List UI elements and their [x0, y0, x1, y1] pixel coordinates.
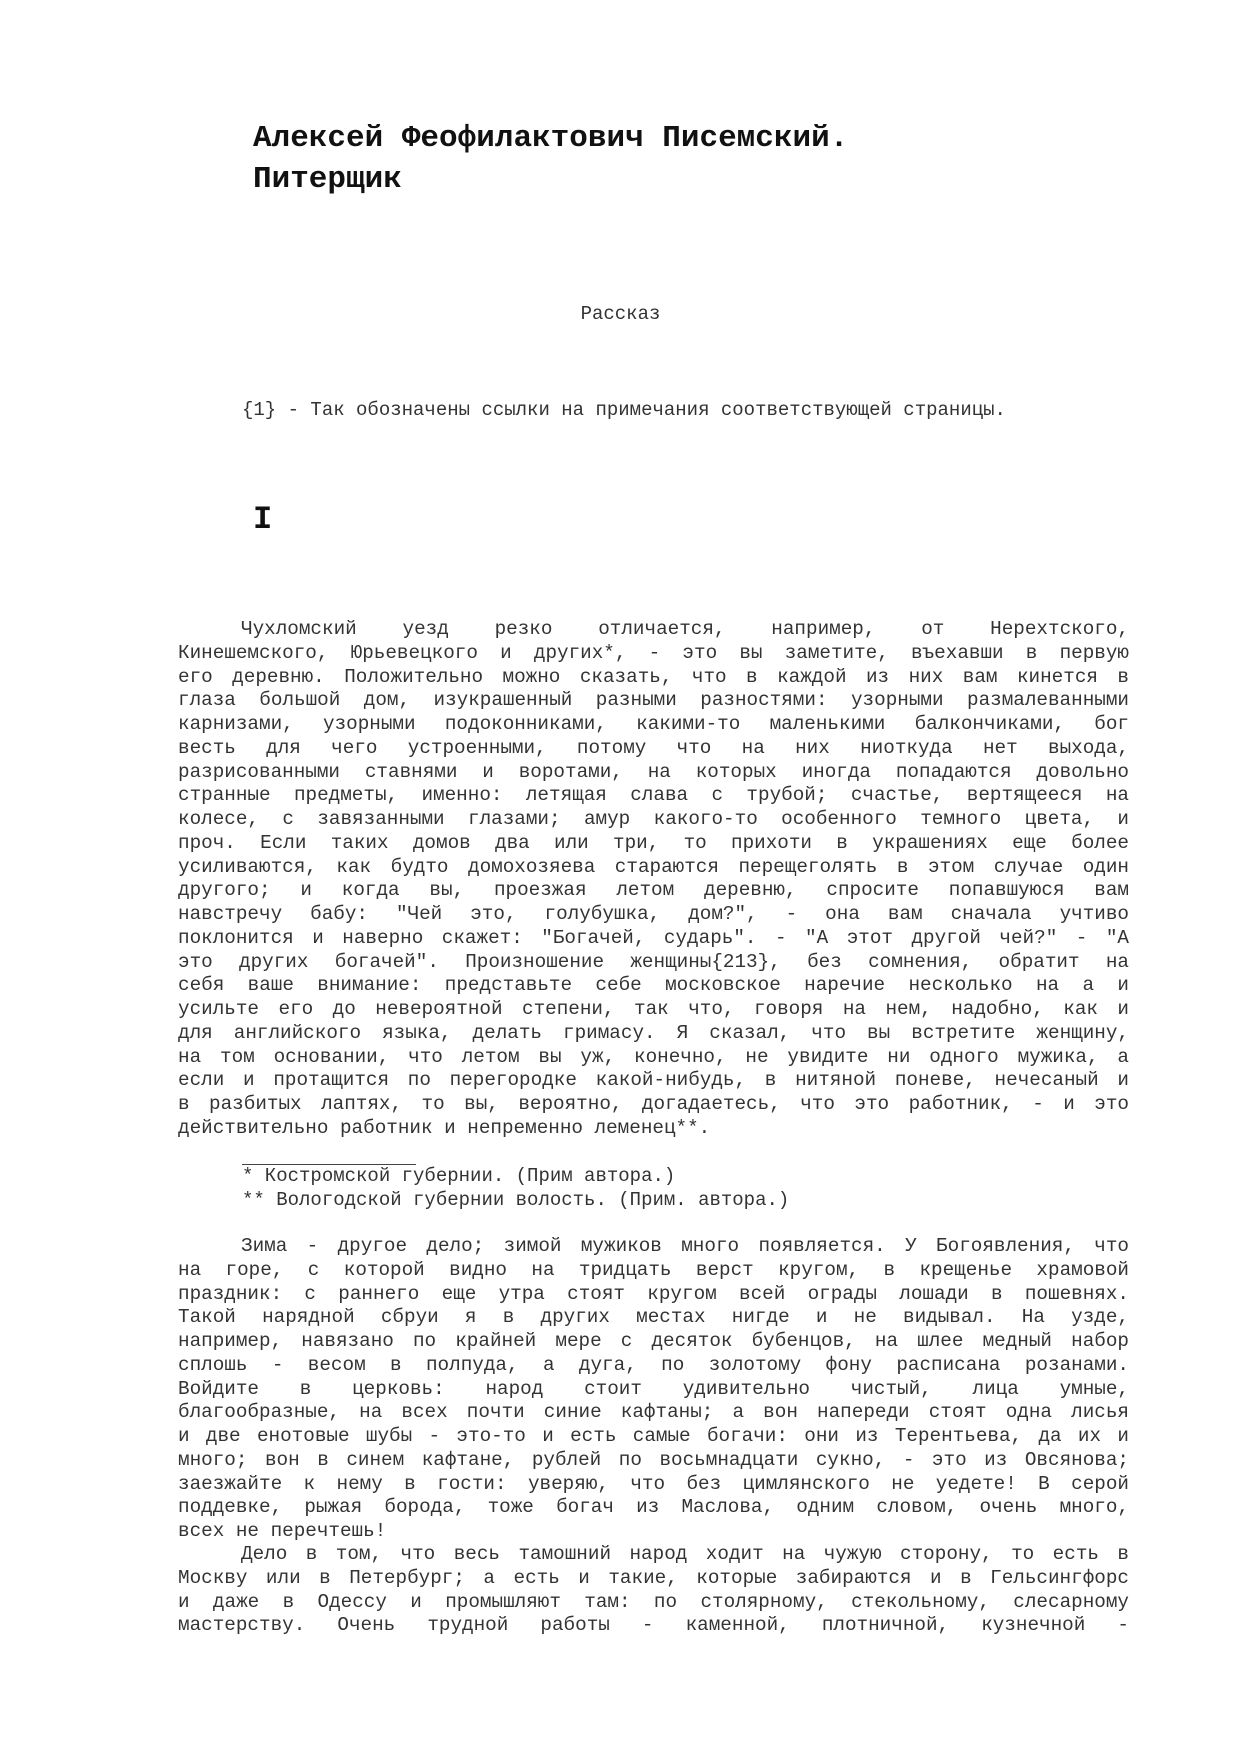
text-line: и даже в Одессу и промышляют там: по столярному, стекольному, слесарному [178, 1590, 1129, 1613]
text-line: праздник: с раннего еще утра стоят кругом всей ограды лошади в пошевнях. [178, 1282, 1129, 1305]
text-line: себя ваше внимание: представьте себе московское наречие несколько на а и [178, 974, 1129, 997]
text-line: благообразные, на всех почти синие кафтаны; а вон напереди стоят одна лисья [178, 1401, 1129, 1424]
text-line: другого; и когда вы, проезжая летом деревню, спросите попавшуюся вам [178, 879, 1129, 902]
text-line: много; вон в синем кафтане, рублей по восьмнадцати сукно, - это из Овсянова; [178, 1448, 1129, 1471]
text-line: Кинешемского, Юрьевецкого и других*, - это вы заметите, въехавши в первую [178, 641, 1129, 664]
text-line: карнизами, узорными подоконниками, какими-то маленькими балкончиками, бог [178, 713, 1129, 735]
title-work: Питерщик [253, 162, 402, 197]
text-line: на том основании, что летом вы уж, конечно, не увидите ни одного мужика, а [178, 1045, 1129, 1068]
text-line: сплошь - весом в полпуда, а дуга, по золотому фону расписана розанами. [178, 1353, 1129, 1376]
text-line: Войдите в церковь: народ стоит удивительно чистый, лица умные, [178, 1377, 1129, 1400]
footnote-2: ** Вологодской губернии волость. (Прим. автора.) [242, 1189, 790, 1211]
chapter-heading: I [253, 501, 273, 538]
text-line: усиливаются, как будто домохозяева стараются перещеголять в этом случае один [178, 855, 1129, 878]
text-line: Дело в том, что весь тамошний народ ходит на чужую сторону, то есть в [241, 1543, 1129, 1565]
footnotes [242, 1164, 789, 1212]
text-line: поклонится и наверно скажет: "Богачей, сударь". - "А этот другой чей?" - "А [178, 926, 1129, 949]
text-line: например, навязано по крайней мере с десяток бубенцов, на шлее медный набор [178, 1330, 1129, 1352]
text-line: если и протащится по перегородке какой-нибудь, в нитяной поневе, нечесаный и [178, 1069, 1129, 1092]
text-line: колесе, с завязанными глазами; амур какого-то особенного темного цвета, и [178, 808, 1129, 830]
text-line: на горе, с которой видно на тридцать верст кругом, в крещенье храмовой [178, 1258, 1129, 1281]
text-line: навстречу бабу: "Чей это, голубушка, дом?", - она вам сначала учтиво [178, 903, 1129, 925]
text-line: разрисованными ставнями и воротами, на которых иногда попадаются довольно [178, 760, 1129, 783]
text-line: Такой нарядной сбруи я в других местах нигде и не видывал. На узде, [178, 1306, 1129, 1329]
document-title [253, 118, 1153, 200]
title-author: Алексей Феофилактович Писемский. [253, 121, 849, 156]
text-line: глаза большой дом, изукрашенный разными разностями: узорными размалеванными [178, 689, 1129, 712]
text-line: это других богачей". Произношение женщины{213}, без сомнения, обратит на [178, 950, 1129, 973]
text-line: заезжайте к нему в гости: уверяю, что без цимлянского не уедете! В серой [178, 1472, 1129, 1495]
text-line: всех не перечтешь! [178, 1520, 387, 1542]
text-line: в разбитых лаптях, то вы, вероятно, догадаетесь, что это работник, - и это [178, 1093, 1129, 1115]
footnote-notice: {1} - Так обозначены ссылки на примечания соответствующей страницы. [242, 399, 1006, 421]
paragraph-1 [178, 618, 1129, 1141]
text-line: его деревню. Положительно можно сказать, что в каждой из них вам кинется в [178, 665, 1129, 688]
text-line: действительно работник и непременно леменец**. [178, 1116, 711, 1139]
text-line: и две енотовые шубы - это-то и есть самые богачи: они из Терентьева, да их и [178, 1425, 1129, 1447]
genre-subtitle: Рассказ [580, 303, 661, 325]
text-line: Москву или в Петербург; а есть и такие, которые забираются и в Гельсингфорс [178, 1566, 1129, 1589]
text-line: странные предметы, именно: летящая слава с трубой; счастье, вертящееся на [178, 784, 1129, 807]
text-line: весть для чего устроенными, потому что на них ниоткуда нет выхода, [178, 736, 1129, 759]
footnote-1: * Костромской губернии. (Прим автора.) [242, 1165, 676, 1187]
text-line: мастерству. Очень трудной работы - каменной, плотничной, кузнечной - [178, 1614, 1129, 1637]
text-line: проч. Если таких домов два или три, то прихоти в украшениях еще более [178, 831, 1129, 854]
paragraph-3 [178, 1543, 1129, 1638]
text-line: усильте его до невероятной степени, так что, говоря на нем, надобно, как и [178, 998, 1129, 1020]
text-line: Зима - другое дело; зимой мужиков много появляется. У Богоявления, что [241, 1235, 1129, 1257]
text-line: для английского языка, делать гримасу. Я сказал, что вы встретите женщину, [178, 1021, 1129, 1044]
paragraph-2 [178, 1235, 1129, 1544]
text-line: поддевке, рыжая борода, тоже богач из Маслова, одним словом, очень много, [178, 1496, 1129, 1519]
text-line: Чухломский уезд резко отличается, например, от Нерехтского, [241, 618, 1129, 640]
